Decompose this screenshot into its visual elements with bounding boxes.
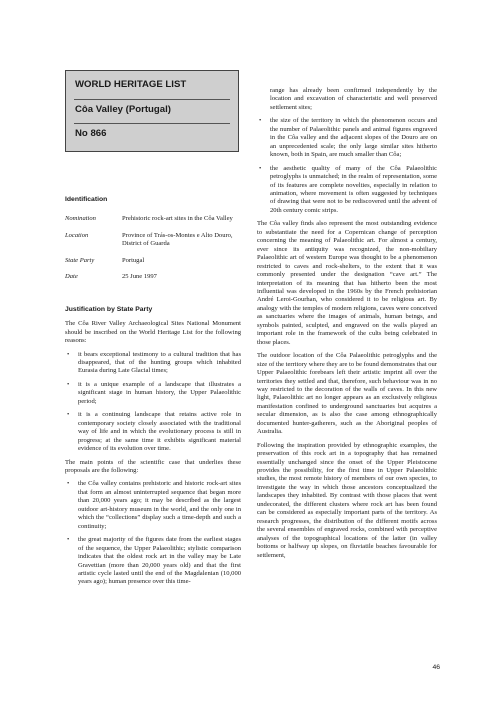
list-item xyxy=(65,381,241,406)
justification-heading: Justification by State Party xyxy=(65,305,153,313)
list-item xyxy=(65,411,241,453)
bullet-icon: • xyxy=(67,411,70,419)
identification-table xyxy=(65,215,241,289)
list-item xyxy=(65,536,241,587)
body-paragraph: The outdoor location of the Côa Palaeolithic petroglyphs and the size of the territory where they are to be found demonstrates that our Upper Palaeolithic forebears left their artistic imprint all over the territories they settled and that, therefore, such behaviour was in no way restricted to the decoration of the walls of caves. In this new light, Palaeolithic art no longer appears as an exclusively religious manifestation confined to underground sanctuaries but acquires a secular dimension, as is also the case among ethnographically documented hunter-gatherers, such as the Aboriginal peoples of Australia. xyxy=(257,352,437,436)
list-title: WORLD HERITAGE LIST xyxy=(75,79,187,90)
identification-row xyxy=(65,273,241,289)
page-number: 46 xyxy=(432,664,440,671)
bullet-icon: • xyxy=(67,350,70,358)
list-item xyxy=(257,165,437,216)
identification-row xyxy=(65,215,241,231)
title-divider xyxy=(74,123,230,124)
points-list xyxy=(65,480,241,586)
identification-heading: Identification xyxy=(65,196,108,203)
bullet-icon: • xyxy=(67,380,70,388)
list-item-text: the great majority of the figures date from the earliest stages of the sequence, the Upper Palaeolithic; stylistic comparison indicates that the oldest rock art in the valley may be Late Gravettian (more than 20,000 years old) and that the first artistic cycle lasted until the end of the Magdalenian (10,000 years ago); human presence over this time- xyxy=(78,536,241,586)
list-item xyxy=(257,117,437,159)
list-item-text: it bears exceptional testimony to a cultural tradition that has disappeared, that of the hunting groups which inhabited Eurasia during Late Glacial times; xyxy=(78,350,241,375)
body-paragraph: Following the inspiration provided by ethnographic examples, the preservation of this rock art in a topography that has remained essentially unchanged since the onset of the Upper Pleistocene provides the possibility, for the first time in Upper Palaeolithic studies, the most remote history of members of our own species, to investigate the way in which those ancestors conceptualized the landscapes they inhabited. By contrast with those places that went undecorated, the different clusters where rock art has been found can be considered as especially important parts of the territory. As research progresses, the distribution of the different motifs across the several ensembles of engraved rocks, combined with perceptive analyses of the topographical locations of the latter (in valley bottoms or halfway up slopes, on fluviatile beaches favourable for settlement, xyxy=(257,441,437,559)
list-item-text: the aesthetic quality of many of the Côa Palaeolithic petroglyphs is unmatched; in the realm of representation, some of its features are complete novelties, especially in relation to animation, where movement is often suggested by techniques of drawing that were not to be rediscovered until the advent of 20th century comic strips. xyxy=(270,164,437,214)
list-item xyxy=(65,480,241,531)
left-column xyxy=(65,70,241,592)
row-key: Location xyxy=(65,231,89,239)
list-item-text: it is a unique example of a landscape that illustrates a significant stage in human history, the Upper Palaeolithic period; xyxy=(78,380,241,405)
list-item xyxy=(65,351,241,376)
identification-row xyxy=(65,232,241,257)
site-number: No 866 xyxy=(75,128,107,139)
list-item-text: the size of the territory in which the phenomenon occurs and the number of Palaeolithic panels and animal figures engraved in the Côa valley and the adjacent slopes of the Douro are on an unprecedented scale; the only large similar sites hitherto known, both in Spain, are much smaller than Côa; xyxy=(270,117,437,159)
bullet-icon: • xyxy=(67,536,70,544)
points-list-continued xyxy=(257,117,437,215)
row-value: Portugal xyxy=(122,256,145,264)
row-key: Date xyxy=(65,273,78,281)
right-column xyxy=(257,87,437,565)
row-value: 25 June 1997 xyxy=(122,273,157,281)
title-divider xyxy=(74,99,230,100)
bullet-icon: • xyxy=(67,480,70,488)
row-key: Nomination xyxy=(65,215,96,223)
body-paragraph: The Côa valley finds also represent the most outstanding evidence to substantiate the need for a Copernican change of perception concerning the meaning of Palaeolithic art. For almost a century, ever since its antiquity was recognized, the non-mobiliary Palaeolithic art of western Europe was thought to be a phenomenon restricted to caves and rock-shelters, to the extent that it was commonly presented under the designation “cave art.” The interpretation of its meaning that has hitherto been the most influential was developed in the 1960s by the French prehistorian André Leroi-Gourhan, who considered it to be religious art. By analogy with the temples of modern religions, caves were conceived as sanctuaries where the images of animals, human beings, and symbols painted, sculpted, and engraved on the walls played an important role in the framework of the cults being celebrated in those places. xyxy=(257,220,437,346)
identification-row xyxy=(65,257,241,273)
points-intro: The main points of the scientific case that underlies these proposals are the following: xyxy=(65,458,241,474)
row-key: State Party xyxy=(65,256,95,264)
list-item-text: it is a continuing landscape that retains active role in contemporary society closely associated with the traditional way of life and in which the evolutionary process is still in progress; at the same time it exhibits significant material evidence of its evolution over time. xyxy=(78,411,241,453)
bullet-icon: • xyxy=(259,117,262,125)
row-value: Province of Trás-os-Montes e Alto Douro, District of Guarda xyxy=(122,231,233,248)
list-item-text: the Côa valley contains prehistoric and historic rock-art sites that form an almost uninterrupted sequence that began more than 20,000 years ago; it may be described as the largest outdoor art-history museum in the world, and the only one in which the “collections” display such a time-depth and such a continuity; xyxy=(78,480,241,530)
criteria-list xyxy=(65,351,241,454)
title-box xyxy=(65,70,239,152)
bullet-icon: • xyxy=(259,164,262,172)
justification-intro: The Côa River Valley Archaeological Sites National Monument should be inscribed on the World Heritage List for the following reasons: xyxy=(65,320,241,345)
row-value: Prehistoric rock-art sites in the Côa Valley xyxy=(122,215,233,223)
continuation-text: range has already been confirmed independently by the location and excavation of characteristic and well preserved settlement sites; xyxy=(270,87,437,111)
site-name: Côa Valley (Portugal) xyxy=(75,104,171,115)
